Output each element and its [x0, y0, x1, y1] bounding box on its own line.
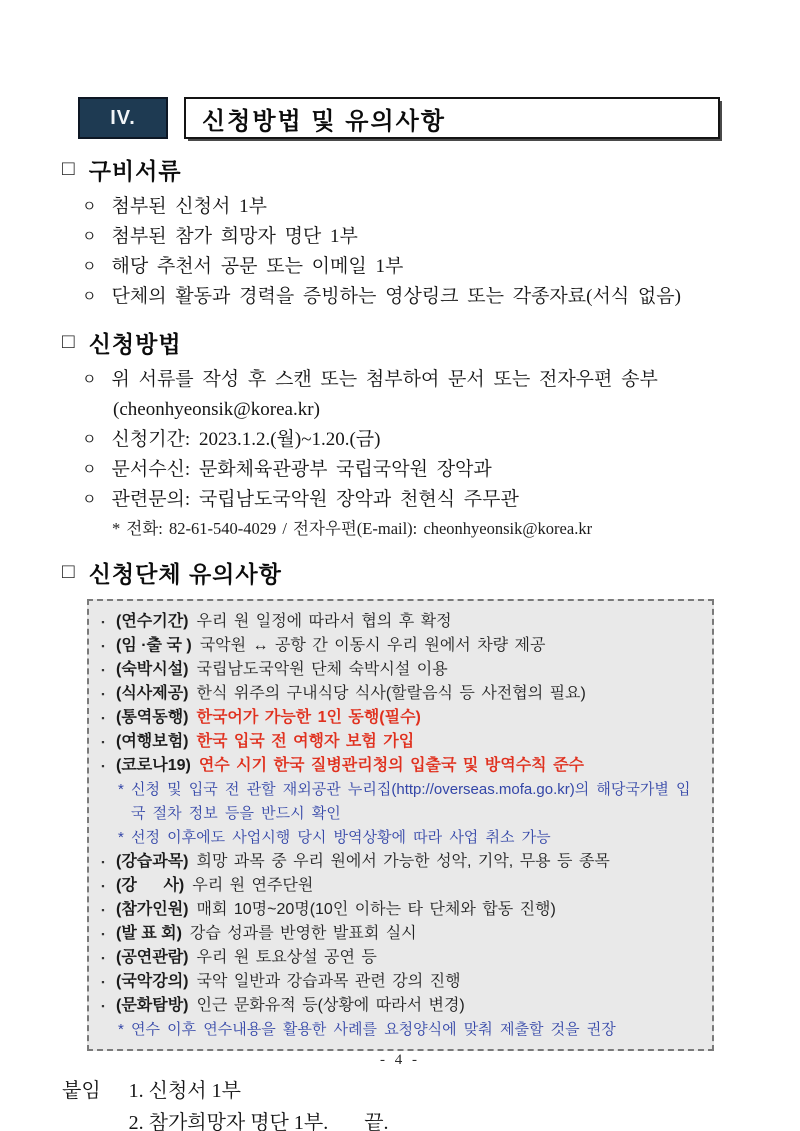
list-item-text: 첨부된 참가 희망자 명단 1부 [111, 226, 358, 247]
circle-bullet-icon: ㅇ [82, 492, 97, 508]
notice-label: (식사제공) [116, 685, 189, 702]
notice-text: 한식 위주의 구내식당 식사(할랄음식 등 사전협의 필요) [196, 685, 586, 702]
square-bullet-icon: ▪ [101, 617, 105, 627]
section-header [78, 97, 720, 139]
notice-text: 국악원 ↔ 공항 간 이동시 우리 원에서 차량 제공 [199, 637, 546, 654]
notice-row [98, 922, 704, 946]
notice-row [98, 658, 704, 682]
list-item-text: 관련문의: 국립남도국악원 장악과 천현식 주무관 [111, 489, 519, 510]
checkbox-icon: □ [62, 156, 76, 180]
notice-row [98, 994, 704, 1018]
heading-text: 신청단체 유의사항 [88, 561, 282, 587]
circle-bullet-icon: ㅇ [82, 372, 97, 388]
notice-row [98, 634, 704, 658]
square-bullet-icon: ▪ [101, 929, 105, 939]
notice-subnote-blue: * 신청 및 입국 전 관할 재외공관 누리집(http://overseas.mofa.go.kr)의 해당국가별 입국 절차 정보 등을 반드시 확인 [118, 781, 691, 822]
list-item-text: 해당 추천서 공문 또는 이메일 1부 [111, 256, 404, 277]
attachment-item: 1. 신청서 1부 [128, 1080, 241, 1102]
notice-row [98, 946, 704, 970]
notice-text: 우리 원 토요상설 공연 등 [196, 949, 377, 966]
notice-row [98, 898, 704, 922]
notice-row [98, 730, 704, 754]
square-bullet-icon: ▪ [101, 665, 105, 675]
notice-row [98, 874, 704, 898]
list-item [82, 192, 734, 222]
list-item [82, 365, 734, 395]
square-bullet-icon: ▪ [101, 857, 105, 867]
checkbox-icon: □ [62, 559, 76, 583]
notice-text: 인근 문화유적 등(상황에 따라서 변경) [196, 997, 465, 1014]
list-item [82, 222, 734, 252]
list-item [82, 485, 734, 515]
square-bullet-icon: ▪ [101, 737, 105, 747]
attachment-item-row [129, 1107, 389, 1131]
end-mark: 끝. [364, 1112, 389, 1131]
attachment-label: 붙임 [62, 1080, 101, 1102]
notice-label: (국악강의) [116, 973, 189, 990]
circle-bullet-icon: ㅇ [82, 229, 97, 245]
notice-label: (숙박시설) [116, 661, 189, 678]
notice-text: 국립남도국악원 단체 숙박시설 이용 [196, 661, 448, 678]
list-item-text: 위 서류를 작성 후 스캔 또는 첨부하여 문서 또는 전자우편 송부 [111, 369, 658, 390]
list-item-text: 신청기간: 2023.1.2.(월)~1.20.(금) [111, 429, 381, 450]
notice-label: (발 표 회) [116, 925, 182, 942]
section-number-badge: IV. [78, 97, 168, 139]
notice-label: (코로나19) [116, 757, 191, 774]
notice-text-emphasis: 한국어가 가능한 1인 동행(필수) [196, 709, 421, 726]
notice-label: (연수기간) [116, 613, 189, 630]
notice-text: 우리 원 일정에 따라서 협의 후 확정 [196, 613, 452, 630]
notice-row [98, 970, 704, 994]
circle-bullet-icon: ㅇ [82, 259, 97, 275]
circle-bullet-icon: ㅇ [82, 289, 97, 305]
notice-row [98, 706, 704, 730]
notice-text: 희망 과목 중 우리 원에서 가능한 성악, 기악, 무용 등 종목 [196, 853, 610, 870]
heading-required-documents [62, 153, 800, 186]
notice-text-emphasis: 한국 입국 전 여행자 보험 가입 [196, 733, 415, 750]
notice-row [98, 682, 704, 706]
circle-bullet-icon: ㅇ [82, 199, 97, 215]
attachment-item: 2. 참가희망자 명단 1부. [128, 1112, 329, 1131]
circle-bullet-icon: ㅇ [82, 462, 97, 478]
notice-row [98, 754, 704, 778]
square-bullet-icon: ▪ [101, 977, 105, 987]
heading-application-method [62, 326, 800, 359]
checkbox-icon: □ [62, 329, 76, 353]
notice-text-emphasis: 연수 시기 한국 질병관리청의 입출국 및 방역수칙 준수 [198, 757, 584, 774]
square-bullet-icon: ▪ [101, 953, 105, 963]
square-bullet-icon: ▪ [101, 881, 105, 891]
notice-text: 국악 일반과 강습과목 관련 강의 진행 [196, 973, 461, 990]
heading-text: 구비서류 [88, 158, 182, 184]
list-item-text: 첨부된 신청서 1부 [111, 196, 267, 217]
notice-subnote-blue: * 연수 이후 연수내용을 활용한 사례를 요청양식에 맞춰 제출할 것을 권장 [118, 1021, 616, 1038]
attachment-items [129, 1075, 389, 1131]
notice-label: (임 ·출 국 ) [116, 637, 192, 654]
notice-subnote-blue: * 선정 이후에도 사업시행 당시 방역상황에 따라 사업 취소 가능 [118, 829, 551, 846]
notice-row [98, 850, 704, 874]
list-item [82, 252, 734, 282]
square-bullet-icon: ▪ [101, 641, 105, 651]
list-item [82, 282, 734, 312]
list-item [82, 425, 734, 455]
notice-label: (공연관람) [116, 949, 189, 966]
square-bullet-icon: ▪ [101, 689, 105, 699]
notice-text: 우리 원 연주단원 [192, 877, 314, 894]
notice-label: (강 사) [116, 877, 185, 894]
heading-applicant-notes [62, 556, 800, 589]
square-bullet-icon: ▪ [101, 1001, 105, 1011]
heading-text: 신청방법 [88, 331, 182, 357]
section-title: 신청방법 및 유의사항 [184, 97, 720, 139]
notice-label: (강습과목) [116, 853, 189, 870]
square-bullet-icon: ▪ [101, 713, 105, 723]
square-bullet-icon: ▪ [101, 905, 105, 915]
page-number: - 4 - [380, 1052, 420, 1068]
square-bullet-icon: ▪ [101, 761, 105, 771]
list-item [82, 455, 734, 485]
notice-text: 강습 성과를 반영한 발표회 실시 [189, 925, 417, 942]
notice-row [98, 610, 704, 634]
notice-label: (여행보험) [116, 733, 189, 750]
notice-text: 매회 10명~20명(10인 이하는 타 단체와 합동 진행) [196, 901, 556, 918]
list-item-text: 문서수신: 문화체육관광부 국립국악원 장악과 [111, 459, 492, 480]
notice-label: (문화탐방) [116, 997, 189, 1014]
circle-bullet-icon: ㅇ [82, 432, 97, 448]
notice-label: (통역동행) [116, 709, 189, 726]
notice-label: (참가인원) [116, 901, 189, 918]
email-continuation: (cheonhyeonsik@korea.kr) [113, 399, 320, 420]
contact-note: * 전화: 82-61-540-4029 / 전자우편(E-mail): cheonhyeonsik@korea.kr [112, 519, 593, 538]
attachment-section [62, 1075, 800, 1131]
notice-box [87, 599, 714, 1051]
list-item-text: 단체의 활동과 경력을 증빙하는 영상링크 또는 각종자료(서식 없음) [111, 286, 681, 307]
